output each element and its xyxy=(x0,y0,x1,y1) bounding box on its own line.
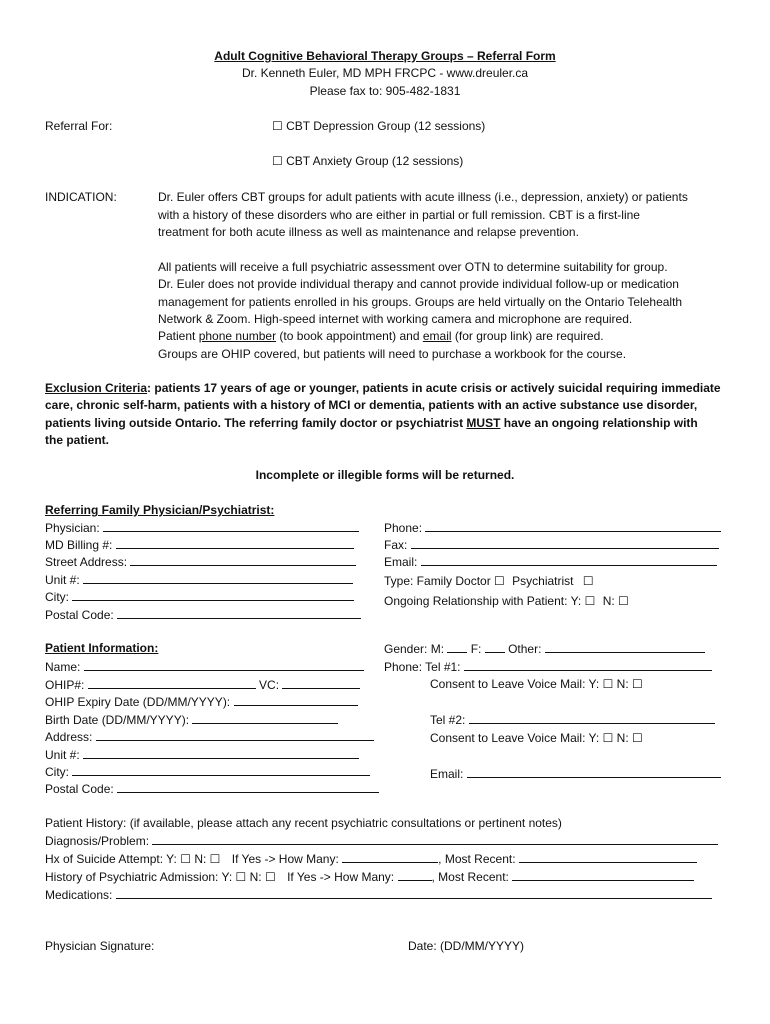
street-label: Street Address: xyxy=(45,555,128,569)
referral-option-depression[interactable] xyxy=(272,118,485,135)
patient-address-field[interactable] xyxy=(45,728,374,746)
name-input[interactable] xyxy=(84,658,364,671)
vc-input[interactable] xyxy=(282,676,360,689)
indication-p2-line-5 xyxy=(158,328,604,345)
indication-p2-line-6: Groups are OHIP covered, but patients will need to purchase a workbook for the course. xyxy=(158,347,627,361)
anxiety-label: CBT Anxiety Group (12 sessions) xyxy=(286,154,464,168)
unit-label: Unit #: xyxy=(45,748,80,762)
ohip-field[interactable] xyxy=(45,676,360,694)
email-input[interactable] xyxy=(421,553,717,566)
gender-f-label: F: xyxy=(470,642,482,656)
patient-city-field[interactable] xyxy=(45,763,370,781)
patient-unit-input[interactable] xyxy=(83,746,359,759)
admission-n-label: N: xyxy=(249,870,262,884)
street-input[interactable] xyxy=(130,553,356,566)
medications-label: Medications: xyxy=(45,888,113,902)
consent2-field xyxy=(430,730,643,747)
consent2-label: Consent to Leave Voice Mail: Y: xyxy=(430,731,600,745)
psychiatrist-label: Psychiatrist xyxy=(512,574,574,588)
gender-m-input[interactable] xyxy=(447,640,467,653)
consent1-field xyxy=(430,676,643,693)
tel1-field[interactable] xyxy=(384,658,712,676)
address-input[interactable] xyxy=(96,728,374,741)
suicide-count-input[interactable] xyxy=(342,850,438,863)
indication-line-1: Dr. Euler offers CBT groups for adult patients with acute illness (i.e., depression, anxiety) or patients xyxy=(158,190,688,204)
physician-label: Physician: xyxy=(45,521,100,535)
email-label: Email: xyxy=(384,555,418,569)
patient-city-input[interactable] xyxy=(72,763,370,776)
indication-line-2: with a history of these disorders who are either in partial or full remission. CBT is a first-line xyxy=(158,208,640,222)
postal-label: Postal Code: xyxy=(45,608,114,622)
exclusion-line-4: the patient. xyxy=(45,433,110,447)
city-label: City: xyxy=(45,590,69,604)
exclusion-line-1 xyxy=(45,380,721,397)
text-span: have an ongoing relationship with xyxy=(500,416,698,430)
patient-postal-input[interactable] xyxy=(117,780,379,793)
phone-label: Phone: xyxy=(384,521,423,535)
text-span: (to book appointment) and xyxy=(276,329,423,343)
suicide-recent-label: , Most Recent: xyxy=(438,852,516,866)
suicide-label: Hx of Suicide Attempt: Y: xyxy=(45,852,177,866)
admission-recent-label: , Most Recent: xyxy=(431,870,509,884)
fax-line: Please fax to: 905-482-1831 xyxy=(309,84,461,98)
billing-input[interactable] xyxy=(116,536,354,549)
depression-label: CBT Depression Group (12 sessions) xyxy=(286,119,486,133)
admission-recent-input[interactable] xyxy=(512,868,694,881)
medications-input[interactable] xyxy=(116,886,712,899)
form-title: Adult Cognitive Behavioral Therapy Groups – Referral Form xyxy=(214,49,556,63)
checkbox-family-doctor[interactable]: ☐ xyxy=(494,574,505,588)
text-span: : patients 17 years of age or younger, patients in acute crisis or actively suicidal requiring immediate xyxy=(147,381,721,395)
ohip-expiry-input[interactable] xyxy=(234,693,358,706)
suicide-attempt-field xyxy=(45,850,697,868)
birth-date-field[interactable] xyxy=(45,711,338,729)
indication-line-3: treatment for both acute illness as well as maintenance and relapse prevention. xyxy=(158,225,579,239)
billing-field[interactable] xyxy=(45,536,354,554)
ohip-expiry-label: OHIP Expiry Date (DD/MM/YYYY): xyxy=(45,695,231,709)
fax-input[interactable] xyxy=(411,536,719,549)
diagnosis-field[interactable] xyxy=(45,832,718,850)
ohip-expiry-field[interactable] xyxy=(45,693,358,711)
street-field[interactable] xyxy=(45,553,356,571)
gender-other-input[interactable] xyxy=(545,640,705,653)
checkbox-consent2-yes[interactable]: ☐ xyxy=(602,731,614,745)
patient-name-field[interactable] xyxy=(45,658,364,676)
fax-field[interactable] xyxy=(384,536,719,554)
admission-label: History of Psychiatric Admission: Y: xyxy=(45,870,233,884)
vc-label: VC: xyxy=(259,678,280,692)
checkbox-icon[interactable]: ☐ xyxy=(272,154,283,168)
tel2-field[interactable] xyxy=(430,711,715,729)
physician-input[interactable] xyxy=(103,519,359,532)
checkbox-psychiatrist[interactable]: ☐ xyxy=(582,574,594,588)
referral-option-anxiety[interactable] xyxy=(272,153,463,170)
tel2-input[interactable] xyxy=(469,711,715,724)
address-label: Address: xyxy=(45,730,93,744)
medications-field[interactable] xyxy=(45,886,712,904)
billing-label: MD Billing #: xyxy=(45,538,113,552)
checkbox-icon[interactable]: ☐ xyxy=(272,119,283,133)
ongoing-label: Ongoing Relationship with Patient: Y: xyxy=(384,594,582,608)
exclusion-label: Exclusion Criteria xyxy=(45,381,148,395)
patient-unit-field[interactable] xyxy=(45,746,359,764)
physician-signature-label[interactable]: Physician Signature: xyxy=(45,939,155,953)
postal-field[interactable] xyxy=(45,606,361,624)
indication-p2-line-1: All patients will receive a full psychiatric assessment over OTN to determine suitability for group. xyxy=(158,260,668,274)
checkbox-suicide-no[interactable]: ☐ xyxy=(209,852,221,866)
gender-other-label: Other: xyxy=(508,642,542,656)
ohip-label: OHIP#: xyxy=(45,678,85,692)
checkbox-consent1-yes[interactable]: ☐ xyxy=(602,677,614,691)
patient-postal-field[interactable] xyxy=(45,780,379,798)
physician-section-heading: Referring Family Physician/Psychiatrist: xyxy=(45,503,275,517)
fax-label: Fax: xyxy=(384,538,408,552)
checkbox-admission-no[interactable]: ☐ xyxy=(264,870,276,884)
diagnosis-input[interactable] xyxy=(152,832,718,845)
tel2-label: Tel #2: xyxy=(430,713,466,727)
gender-f-input[interactable] xyxy=(485,640,505,653)
patient-email-input[interactable] xyxy=(467,765,721,778)
birth-date-label: Birth Date (DD/MM/YYYY): xyxy=(45,713,190,727)
suicide-n-label: N: xyxy=(194,852,207,866)
postal-input[interactable] xyxy=(117,606,361,619)
checkbox-suicide-yes[interactable]: ☐ xyxy=(180,852,191,866)
postal-label: Postal Code: xyxy=(45,782,114,796)
type-field xyxy=(384,573,594,590)
suicide-if-label: If Yes -> How Many: xyxy=(231,852,339,866)
history-intro: Patient History: (if available, please attach any recent psychiatric consultations or pertinent notes) xyxy=(45,816,562,830)
physician-field[interactable] xyxy=(45,519,359,537)
psych-admission-field xyxy=(45,868,694,886)
incomplete-notice: Incomplete or illegible forms will be returned. xyxy=(255,468,515,482)
patient-section-heading: Patient Information: xyxy=(45,641,159,655)
doctor-line: Dr. Kenneth Euler, MD MPH FRCPC - www.dreuler.ca xyxy=(241,66,529,80)
email-emphasis: email xyxy=(422,329,452,343)
city-label: City: xyxy=(45,765,69,779)
gender-field xyxy=(384,640,705,658)
checkbox-ongoing-no[interactable]: ☐ xyxy=(618,594,629,608)
phone-field[interactable] xyxy=(384,519,721,537)
patient-email-field[interactable] xyxy=(430,765,721,783)
text-span: (for group link) are required. xyxy=(451,329,604,343)
indication-p2-line-4: Network & Zoom. High-speed internet with working camera and microphone are required. xyxy=(158,312,633,326)
unit-input[interactable] xyxy=(83,571,353,584)
diagnosis-label: Diagnosis/Problem: xyxy=(45,834,150,848)
admission-if-label: If Yes -> How Many: xyxy=(287,870,395,884)
admission-count-input[interactable] xyxy=(398,868,432,881)
must-emphasis: MUST xyxy=(466,416,501,430)
phone-number-emphasis: phone number xyxy=(198,329,277,343)
unit-field[interactable] xyxy=(45,571,353,589)
ongoing-n-label: N: xyxy=(602,594,615,608)
gender-label: Gender: M: xyxy=(384,642,445,656)
patient-email-label: Email: xyxy=(430,767,464,781)
city-input[interactable] xyxy=(72,588,354,601)
tel1-input[interactable] xyxy=(464,658,712,671)
checkbox-consent1-no[interactable]: ☐ xyxy=(632,677,643,691)
exclusion-line-3 xyxy=(45,415,698,432)
consent1-n-label: N: xyxy=(616,677,629,691)
consent1-label: Consent to Leave Voice Mail: Y: xyxy=(430,677,600,691)
unit-label: Unit #: xyxy=(45,573,80,587)
text-span: patients living outside Ontario. The referring family doctor or psychiatrist xyxy=(45,416,467,430)
tel1-label: Phone: Tel #1: xyxy=(384,660,461,674)
checkbox-admission-yes[interactable]: ☐ xyxy=(235,870,247,884)
indication-p2-line-3: management for patients enrolled in his groups. Groups are held virtually on the Ontario Telehealth xyxy=(158,295,683,309)
email-field[interactable] xyxy=(384,553,717,571)
consent2-n-label: N: xyxy=(616,731,629,745)
checkbox-consent2-no[interactable]: ☐ xyxy=(632,731,643,745)
referral-label: Referral For: xyxy=(45,119,113,133)
name-label: Name: xyxy=(45,660,81,674)
type-label: Type: Family Doctor xyxy=(384,574,491,588)
birth-date-input[interactable] xyxy=(192,711,338,724)
city-field[interactable] xyxy=(45,588,354,606)
exclusion-line-2: care, chronic self-harm, patients with a history of MCI or dementia, patients with an active substance use disorder, xyxy=(45,398,698,412)
signature-date-label[interactable]: Date: (DD/MM/YYYY) xyxy=(408,939,525,953)
indication-label: INDICATION: xyxy=(45,190,117,204)
suicide-recent-input[interactable] xyxy=(519,850,697,863)
ohip-input[interactable] xyxy=(88,676,256,689)
phone-input[interactable] xyxy=(425,519,721,532)
checkbox-ongoing-yes[interactable]: ☐ xyxy=(584,594,596,608)
text-span: Patient xyxy=(158,329,199,343)
indication-p2-line-2: Dr. Euler does not provide individual therapy and cannot provide individual follow-up or medication xyxy=(158,277,679,291)
ongoing-relationship-field xyxy=(384,593,629,610)
